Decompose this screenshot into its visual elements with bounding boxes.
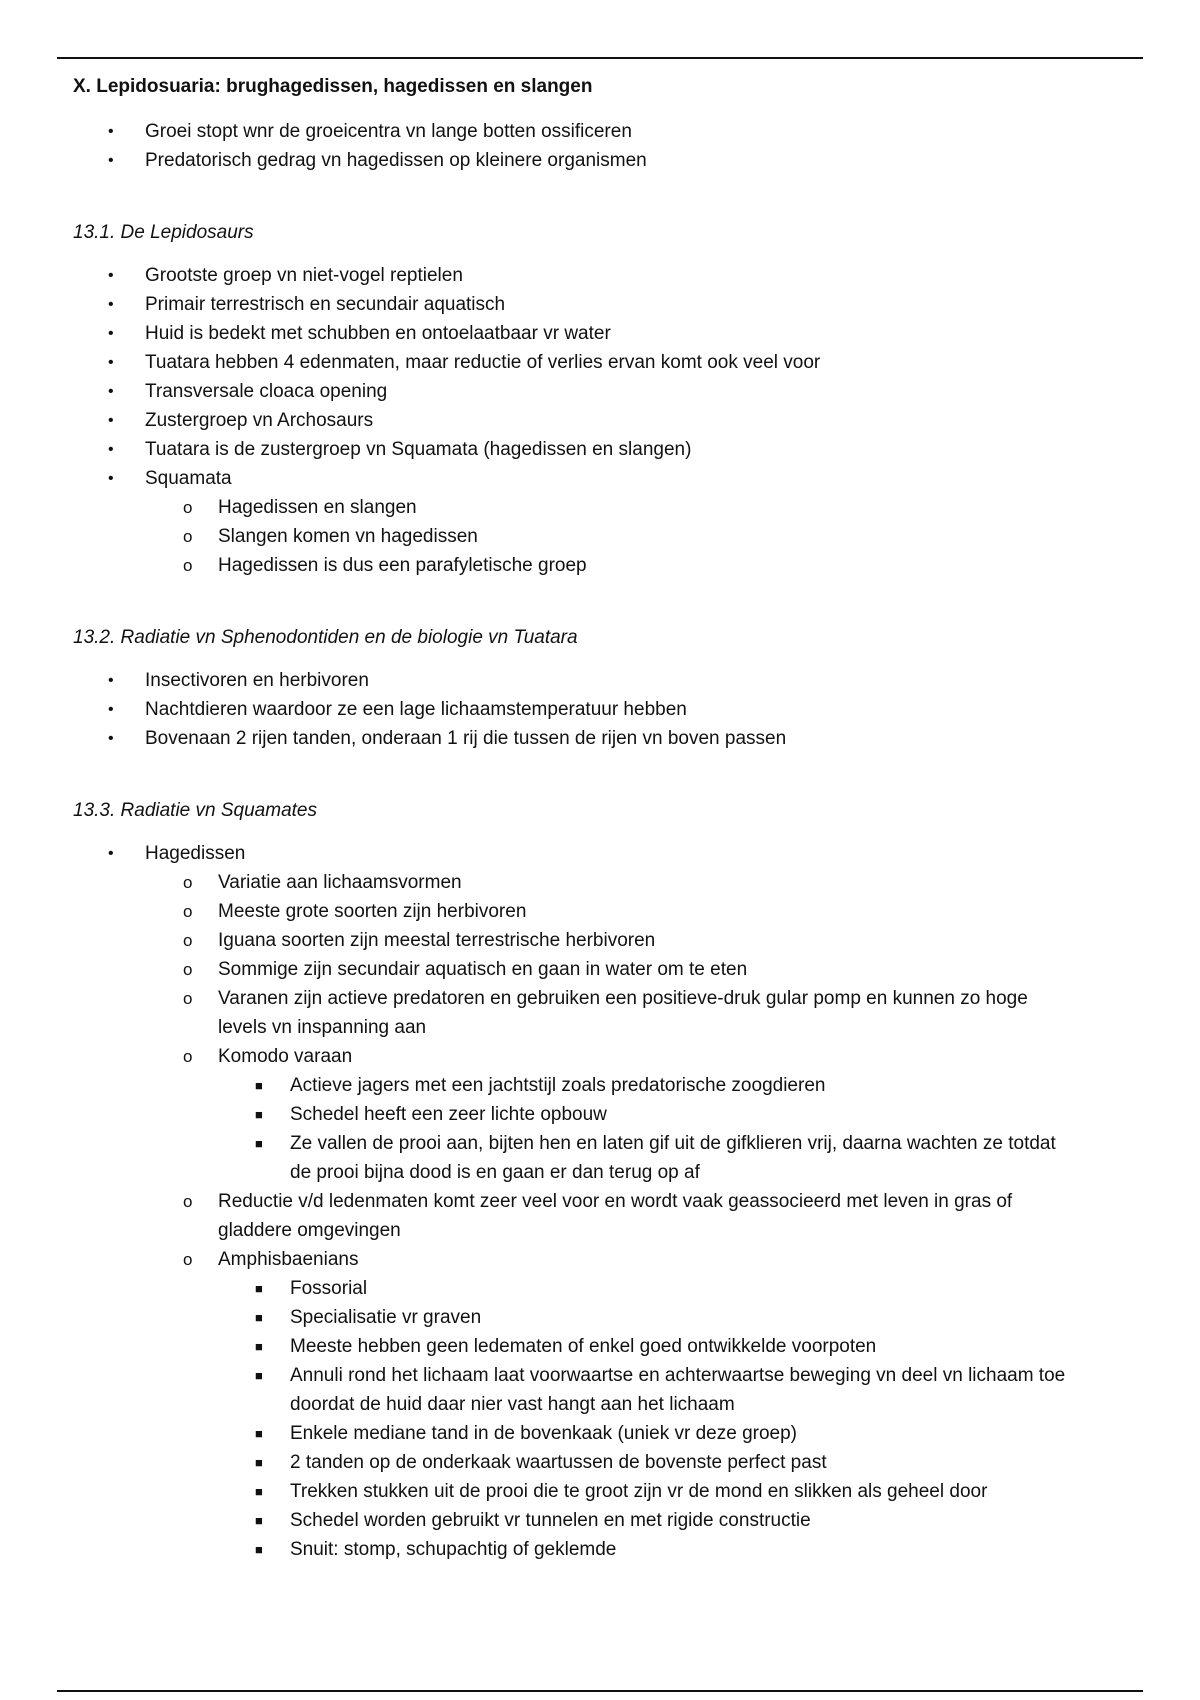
square-bullet-icon: ■ [255,1107,263,1122]
bullet-icon: • [108,470,114,487]
bullet-icon: • [108,383,114,400]
bullet-icon: • [108,325,114,342]
circle-bullet-icon: o [183,1250,193,1269]
sub-list-item: o Slangen komen vn hagedissen [73,522,1135,551]
circle-bullet-icon: o [183,527,193,546]
section-heading: 13.3. Radiatie vn Squamates [73,800,317,821]
sub-sub-list-item: ■ Schedel worden gebruikt vr tunnelen en met rigide constructie [73,1506,1135,1535]
square-bullet-icon: ■ [255,1542,263,1557]
square-bullet-icon: ■ [255,1484,263,1499]
list-item: • Huid is bedekt met schubben en ontoelaatbaar vr water [73,319,1135,348]
section-heading: 13.1. De Lepidosaurs [73,222,254,243]
square-bullet-icon: ■ [255,1136,263,1151]
document-page [73,74,1135,1564]
square-bullet-icon: ■ [255,1426,263,1441]
list-item: • Transversale cloaca opening [73,377,1135,406]
sub-sub-list-item: ■ Specialisatie vr graven [73,1303,1135,1332]
sub-sub-list-item: ■ Meeste hebben geen ledematen of enkel goed ontwikkelde voorpoten [73,1332,1135,1361]
circle-bullet-icon: o [183,498,193,517]
sub-sub-list-item: ■ 2 tanden op de onderkaak waartussen de bovenste perfect past [73,1448,1135,1477]
circle-bullet-icon: o [183,1047,193,1066]
bullet-icon: • [108,412,114,429]
bullet-icon: • [108,730,114,747]
sub-sub-list-item: ■ Trekken stukken uit de prooi die te groot zijn vr de mond en slikken als geheel door [73,1477,1135,1506]
square-bullet-icon: ■ [255,1513,263,1528]
sub-list-item: o Variatie aan lichaamsvormen [73,868,1135,897]
bullet-icon: • [108,701,114,718]
sub-list-item: o Meeste grote soorten zijn herbivoren [73,897,1135,926]
bullet-icon: • [108,354,114,371]
bullet-icon: • [108,152,114,169]
circle-bullet-icon: o [183,931,193,950]
sub-list-item: o Amphisbaenians [73,1245,1135,1274]
sub-list-item-continuation: gladdere omgevingen [218,1220,401,1241]
list-item: • Squamata [73,464,1135,493]
sub-list-item: o Reductie v/d ledenmaten komt zeer veel voor en wordt vaak geassocieerd met leven in gras of [73,1187,1135,1216]
sub-sub-list-item: ■ Schedel heeft een zeer lichte opbouw [73,1100,1135,1129]
sub-sub-list-item: ■ Snuit: stomp, schupachtig of geklemde [73,1535,1135,1564]
square-bullet-icon: ■ [255,1281,263,1296]
list-item: • Nachtdieren waardoor ze een lage lichaamstemperatuur hebben [73,695,1135,724]
chapter-title: X. Lepidosuaria: brughagedissen, hagedissen en slangen [73,76,593,97]
bottom-rule [57,1690,1143,1692]
list-item: • Insectivoren en herbivoren [73,666,1135,695]
square-bullet-icon: ■ [255,1310,263,1325]
list-item: • Primair terrestrisch en secundair aquatisch [73,290,1135,319]
circle-bullet-icon: o [183,873,193,892]
sub-sub-list-item: ■ Fossorial [73,1274,1135,1303]
list-item: • Tuatara is de zustergroep vn Squamata (hagedissen en slangen) [73,435,1135,464]
square-bullet-icon: ■ [255,1368,263,1383]
circle-bullet-icon: o [183,960,193,979]
circle-bullet-icon: o [183,1192,193,1211]
sub-sub-list-item: ■ Actieve jagers met een jachtstijl zoals predatorische zoogdieren [73,1071,1135,1100]
list-item: • Zustergroep vn Archosaurs [73,406,1135,435]
circle-bullet-icon: o [183,556,193,575]
list-item: • Tuatara hebben 4 edenmaten, maar reductie of verlies ervan komt ook veel voor [73,348,1135,377]
list-item: • Groei stopt wnr de groeicentra vn lange botten ossificeren [73,117,1135,146]
square-bullet-icon: ■ [255,1339,263,1354]
top-rule [57,57,1143,59]
sub-sub-list-item-continuation: doordat de huid daar nier vast hangt aan het lichaam [290,1394,735,1415]
sub-list-item: o Varanen zijn actieve predatoren en gebruiken een positieve-druk gular pomp en kunnen zo hoge [73,984,1135,1013]
bullet-icon: • [108,267,114,284]
list-item: • Predatorisch gedrag vn hagedissen op kleinere organismen [73,146,1135,175]
list-item: • Bovenaan 2 rijen tanden, onderaan 1 rij die tussen de rijen vn boven passen [73,724,1135,753]
sub-sub-list-item: ■ Enkele mediane tand in de bovenkaak (uniek vr deze groep) [73,1419,1135,1448]
sub-list-item: o Hagedissen en slangen [73,493,1135,522]
list-item: • Grootste groep vn niet-vogel reptielen [73,261,1135,290]
bullet-icon: • [108,672,114,689]
square-bullet-icon: ■ [255,1455,263,1470]
bullet-icon: • [108,845,114,862]
circle-bullet-icon: o [183,902,193,921]
sub-sub-list-item: ■ Annuli rond het lichaam laat voorwaartse en achterwaartse beweging vn deel vn lichaam toe [73,1361,1135,1390]
sub-list-item: o Hagedissen is dus een parafyletische groep [73,551,1135,580]
circle-bullet-icon: o [183,989,193,1008]
bullet-icon: • [108,123,114,140]
section-heading: 13.2. Radiatie vn Sphenodontiden en de biologie vn Tuatara [73,627,578,648]
square-bullet-icon: ■ [255,1078,263,1093]
sub-list-item-continuation: levels vn inspanning aan [218,1017,427,1038]
bullet-icon: • [108,296,114,313]
list-item: • Hagedissen [73,839,1135,868]
sub-list-item: o Sommige zijn secundair aquatisch en gaan in water om te eten [73,955,1135,984]
sub-sub-list-item: ■ Ze vallen de prooi aan, bijten hen en laten gif uit de gifklieren vrij, daarna wachten ze totdat [73,1129,1135,1158]
sub-sub-list-item-continuation: de prooi bijna dood is en gaan er dan terug op af [290,1162,700,1183]
sub-list-item: o Komodo varaan [73,1042,1135,1071]
bullet-icon: • [108,441,114,458]
sub-list-item: o Iguana soorten zijn meestal terrestrische herbivoren [73,926,1135,955]
